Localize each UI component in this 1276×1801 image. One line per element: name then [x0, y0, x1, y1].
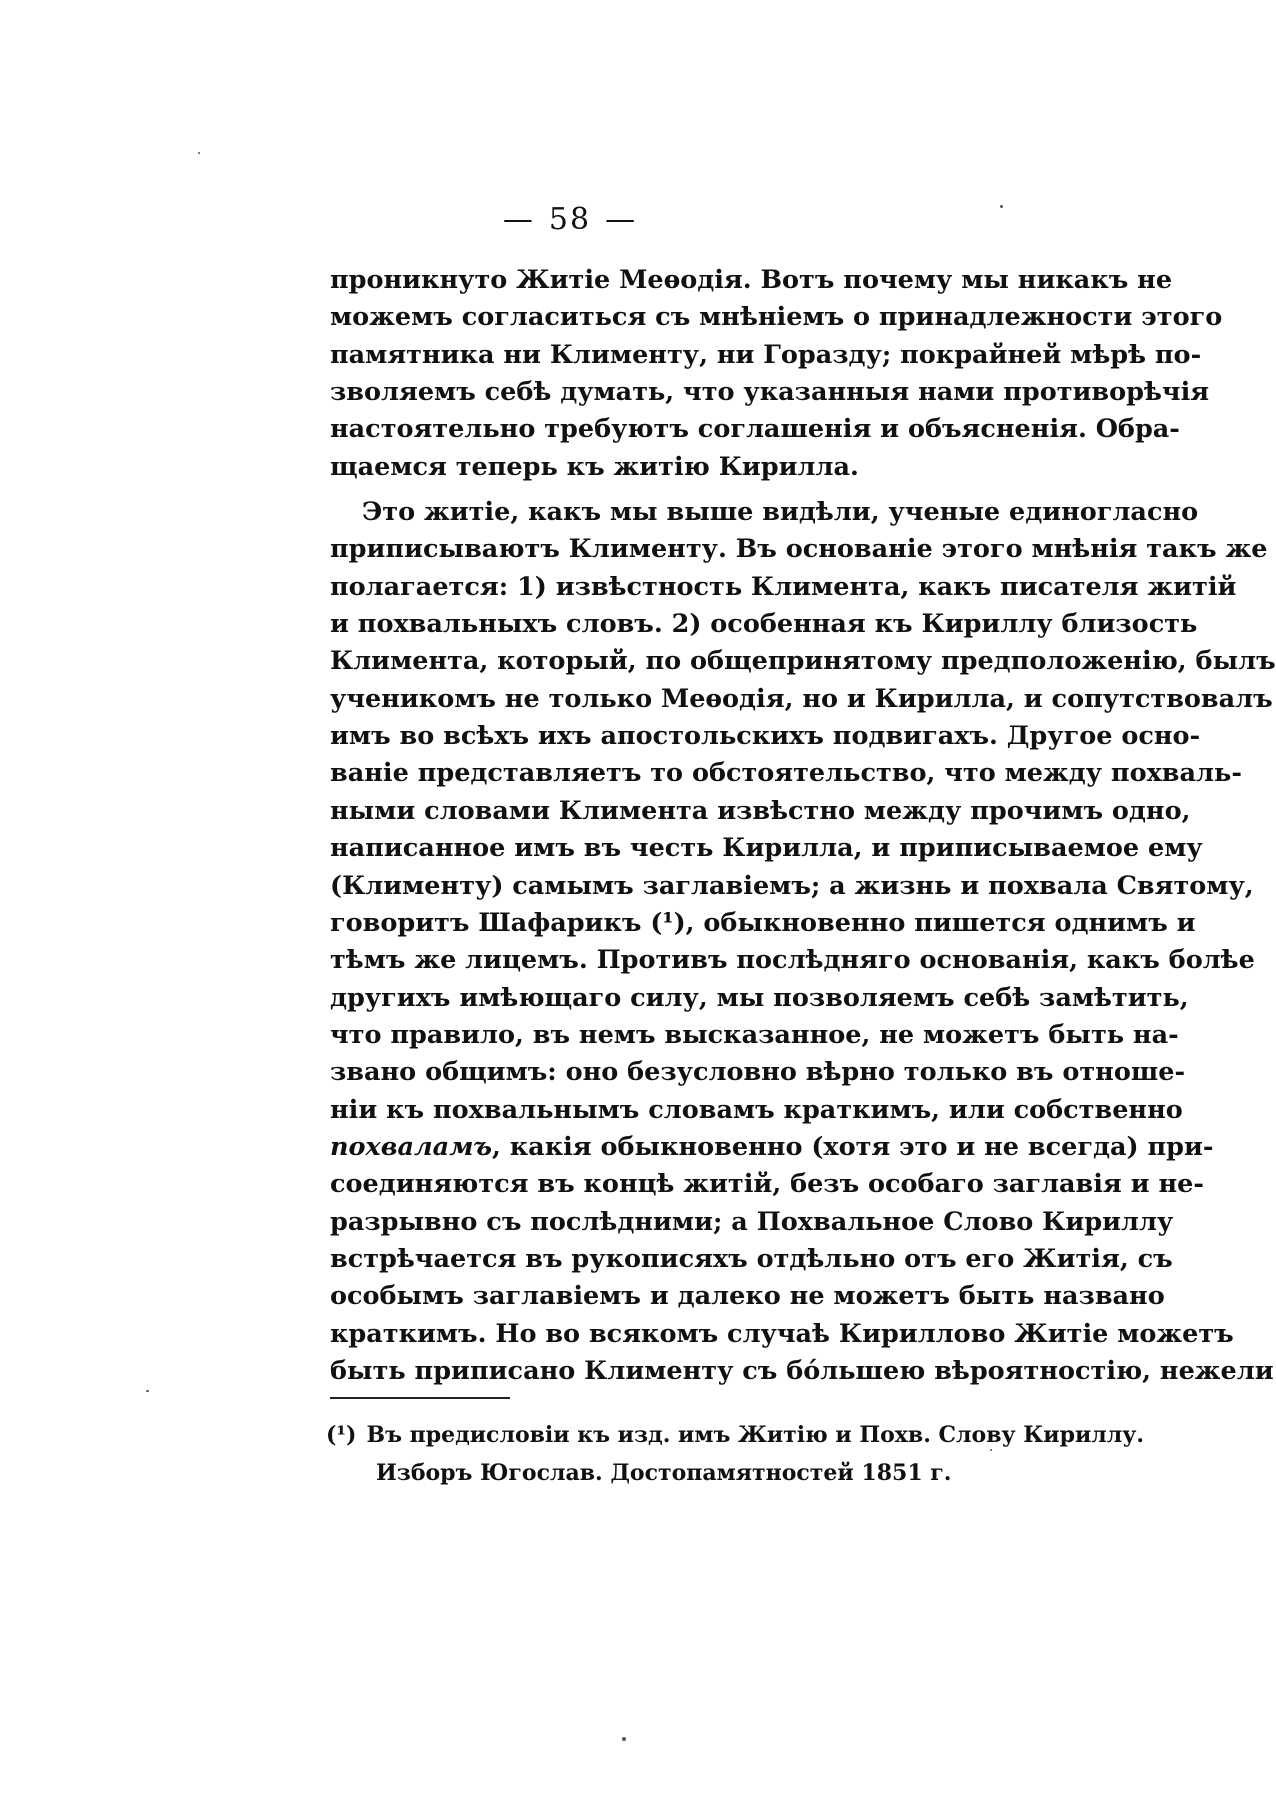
- text-line: встрѣчается въ рукописяхъ отдѣльно отъ его Житія, съ: [330, 1243, 1173, 1274]
- text-line: Это житіе, какъ мы выше видѣли, ученые единогласно: [362, 497, 1199, 528]
- page-number-digits: 58: [548, 202, 592, 237]
- scan-speck: [198, 152, 200, 154]
- footnote-line: Изборъ Югослав. Достопамятностей 1851 г.: [376, 1460, 952, 1486]
- text-fragment: , какія обыкновенно (хотя это и не всегда) при-: [492, 1131, 1214, 1162]
- paragraph-2: [330, 494, 1276, 1390]
- paragraph-1: [330, 262, 1223, 486]
- scan-speck: [990, 1449, 992, 1451]
- text-fragment: говоритъ Шафарикъ (: [330, 907, 663, 938]
- text-line: проникнуто Житіе Меѳодія. Вотъ почему мы никакъ не: [330, 265, 1173, 295]
- footnote-reference[interactable]: ¹: [662, 907, 674, 938]
- text-line: щаемся теперь къ житію Кирилла.: [330, 451, 859, 482]
- text-line: зволяемъ себѣ думать, что указанныя нами противорѣчія: [330, 377, 1210, 408]
- text-line: другихъ имѣющаго силу, мы позволяемъ себѣ замѣтить,: [330, 982, 1189, 1013]
- scan-speck: [622, 1737, 626, 1741]
- paragraph-gap: [330, 486, 1040, 494]
- text-line: ніи къ похвальнымъ словамъ краткимъ, или собственно: [330, 1094, 1183, 1125]
- text-line: краткимъ. Но во всякомъ случаѣ Кириллово Житіе можетъ: [330, 1318, 1234, 1349]
- body-text: [330, 262, 1276, 1390]
- text-line: написанное имъ въ честь Кирилла, и приписываемое ему: [330, 833, 1203, 864]
- text-line: и похвальныхъ словъ. 2) особенная къ Кириллу близость: [330, 609, 1198, 640]
- page-number-dash-right: —: [605, 202, 638, 237]
- footnote-text: Въ предисловіи къ изд. имъ Житію и Похв. Слову Кириллу.: [366, 1422, 1145, 1448]
- text-line: что правило, въ немъ высказанное, не можетъ быть на-: [330, 1019, 1179, 1050]
- text-line: полагается: 1) извѣстность Климента, какъ писателя житій: [330, 571, 1237, 602]
- text-line: быть приписано Клименту съ бо́льшею вѣроятностію, нежели: [330, 1355, 1274, 1386]
- text-line: приписываютъ Клименту. Въ основаніе этого мнѣнія такъ же: [330, 534, 1268, 565]
- text-fragment: ), обыкновенно пишется однимъ и: [673, 907, 1196, 938]
- text-line: звано общимъ: оно безусловно вѣрно только въ отноше-: [330, 1057, 1186, 1088]
- text-line: (Клименту) самымъ заглавіемъ; а жизнь и похвала Святому,: [330, 870, 1254, 901]
- scan-speck: [1000, 205, 1003, 208]
- text-line: Климента, который, по общепринятому предположенію, былъ: [330, 646, 1276, 677]
- footnote-marker: (¹): [326, 1422, 357, 1448]
- text-line: соединяются въ концѣ житій, безъ особаго заглавія и не-: [330, 1169, 1204, 1200]
- text-line: тѣмъ же лицемъ. Противъ послѣдняго основанія, какъ болѣе: [330, 945, 1255, 976]
- text-line: ными словами Климента извѣстно между прочимъ одно,: [330, 795, 1191, 826]
- text-line: имъ во всѣхъ ихъ апостольскихъ подвигахъ. Другое осно-: [330, 721, 1201, 752]
- text-line-with-footnote-ref: [330, 905, 1196, 942]
- text-line: особымъ заглавіемъ и далеко не можетъ быть названо: [330, 1281, 1165, 1312]
- page-number: [0, 202, 1140, 237]
- text-line: настоятельно требуютъ соглашенія и объясненія. Обра-: [330, 414, 1180, 445]
- text-line: ваніе представляетъ то обстоятельство, что между похваль-: [330, 758, 1242, 789]
- text-line: можемъ согласиться съ мнѣніемъ о принадлежности этого: [330, 302, 1223, 333]
- footnote-divider: [330, 1397, 510, 1399]
- text-line: разрывно съ послѣдними; а Похвальное Слово Кириллу: [330, 1206, 1174, 1237]
- page-number-dash-left: —: [502, 202, 535, 237]
- text-line: памятника ни Клименту, ни Горазду; покрайней мѣрѣ по-: [330, 339, 1202, 370]
- italic-word: похваламъ: [330, 1131, 492, 1162]
- footnote: [326, 1416, 1145, 1492]
- scan-speck: [146, 1390, 149, 1392]
- text-line: ученикомъ не только Меѳодія, но и Кирилла, и сопутствовалъ: [330, 683, 1273, 714]
- text-line-with-italic: [330, 1129, 1214, 1166]
- footnote-line: [326, 1416, 1145, 1454]
